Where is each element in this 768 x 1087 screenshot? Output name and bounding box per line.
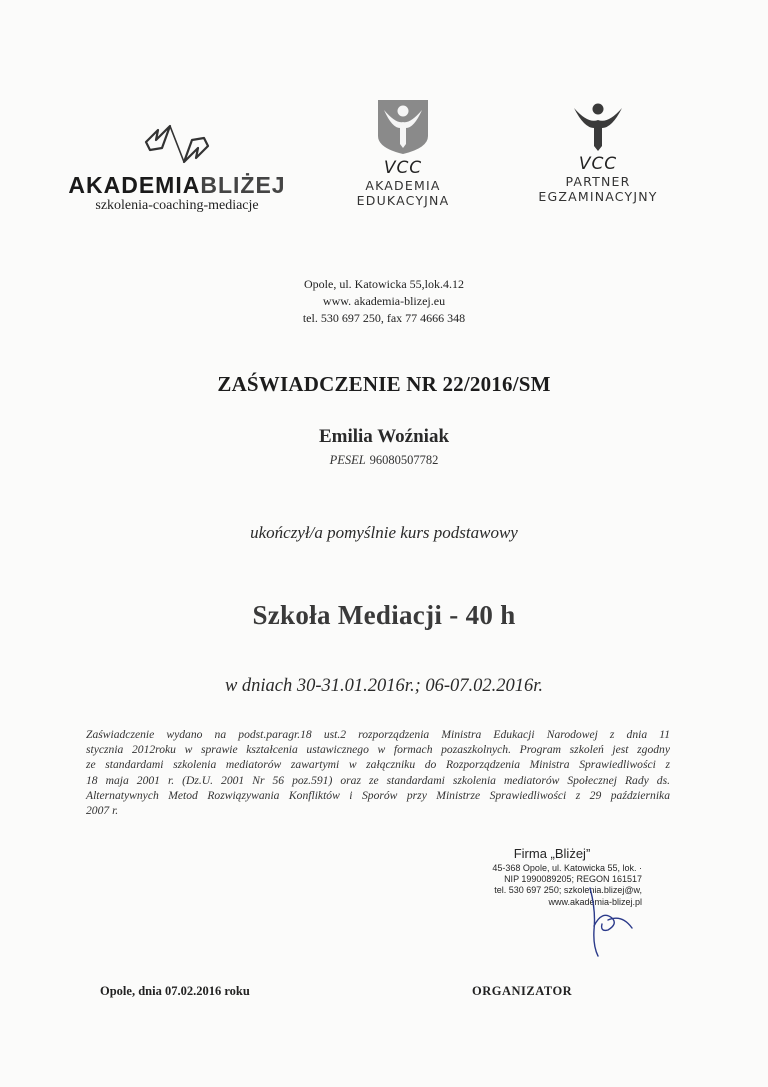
legal-line: 18 maja 2001 r. (Dz.U. 2001 Nr 56 poz.591) oraz ze standardami szkolenia mediatorów Społecznej Rady ds. bbox=[86, 773, 670, 787]
place-and-date: Opole, dnia 07.02.2016 roku bbox=[100, 984, 250, 998]
vcc-shield-icon bbox=[376, 98, 430, 156]
course-name: Szkoła Mediacji - 40 h bbox=[252, 600, 516, 630]
legal-basis-text bbox=[86, 727, 670, 818]
address-line: Opole, ul. Katowicka 55,lok.4.12 bbox=[304, 277, 464, 291]
completion-statement: ukończył/a pomyślnie kurs podstawowy bbox=[250, 523, 518, 542]
stamp-nip-regon: NIP 1990089205; REGON 161517 bbox=[504, 874, 642, 885]
pesel-label: PESEL bbox=[329, 453, 366, 467]
signature-icon bbox=[572, 880, 642, 960]
certificate-title: ZAŚWIADCZENIE NR 22/2016/SM bbox=[217, 372, 551, 396]
vcc-partner-line1: PARTNER bbox=[565, 174, 631, 189]
person-name: Emilia Woźniak bbox=[318, 426, 450, 447]
akademia-blizej-logo bbox=[62, 120, 292, 214]
legal-line: 2007 r. bbox=[86, 804, 119, 818]
organizer-label: ORGANIZATOR bbox=[472, 984, 573, 998]
akademia-name-part1: AKADEMIA bbox=[68, 172, 201, 198]
legal-line: Alternatywnych Metod Rozwiązywania Konfliktów i Sporów przy Ministrze Sprawiedliwości z 29 października bbox=[86, 788, 670, 802]
phone-fax-line: tel. 530 697 250, fax 77 4666 348 bbox=[302, 311, 466, 325]
vcc-academy-logo bbox=[338, 98, 468, 208]
vcc-partner-logo bbox=[518, 102, 678, 204]
vcc-figure-icon bbox=[572, 102, 624, 152]
stamp-website: www.akademia-blizej.pl bbox=[548, 896, 642, 907]
legal-line: ze standardami szkolenia mediatorów zawartymi w załączniku do Rozporządzenia Ministra Sprawiedliwości z bbox=[86, 758, 670, 772]
vcc-academy-line2: EDUKACYJNA bbox=[356, 193, 450, 208]
vcc-partner-brand: VCC bbox=[578, 154, 618, 174]
akademia-name-part2: BLIŻEJ bbox=[200, 172, 286, 198]
website-line: www. akademia-blizej.eu bbox=[322, 294, 446, 308]
address-block bbox=[0, 276, 768, 327]
course-dates: w dniach 30-31.01.2016r.; 06-07.02.2016r. bbox=[224, 676, 544, 696]
stamp-contact: tel. 530 697 250; szkolenia.blizej@w, bbox=[494, 885, 642, 896]
stamp-firm-name: Firma „Bliżej” bbox=[513, 846, 591, 861]
stamp-address: 45-368 Opole, ul. Katowicka 55, lok. · bbox=[492, 863, 642, 873]
akademia-tagline: szkolenia-coaching-mediacje bbox=[95, 198, 259, 213]
pesel-value: 96080507782 bbox=[369, 453, 439, 467]
pesel-line bbox=[0, 453, 768, 468]
akademia-emblem-icon bbox=[140, 120, 214, 168]
vcc-academy-brand: VCC bbox=[383, 158, 423, 178]
legal-line: stycznia 2012roku w sprawie kształcenia ustawicznego w formach pozaszkolnych. Program szkoleń jest zgodny bbox=[86, 743, 670, 757]
vcc-partner-line2: EGZAMINACYJNY bbox=[538, 189, 658, 204]
vcc-academy-line1: AKADEMIA bbox=[365, 178, 441, 193]
legal-line: Zaświadczenie wydano na podst.paragr.18 ust.2 rozporządzenia Ministra Edukacji Narodowej z dnia 11 bbox=[86, 728, 670, 741]
